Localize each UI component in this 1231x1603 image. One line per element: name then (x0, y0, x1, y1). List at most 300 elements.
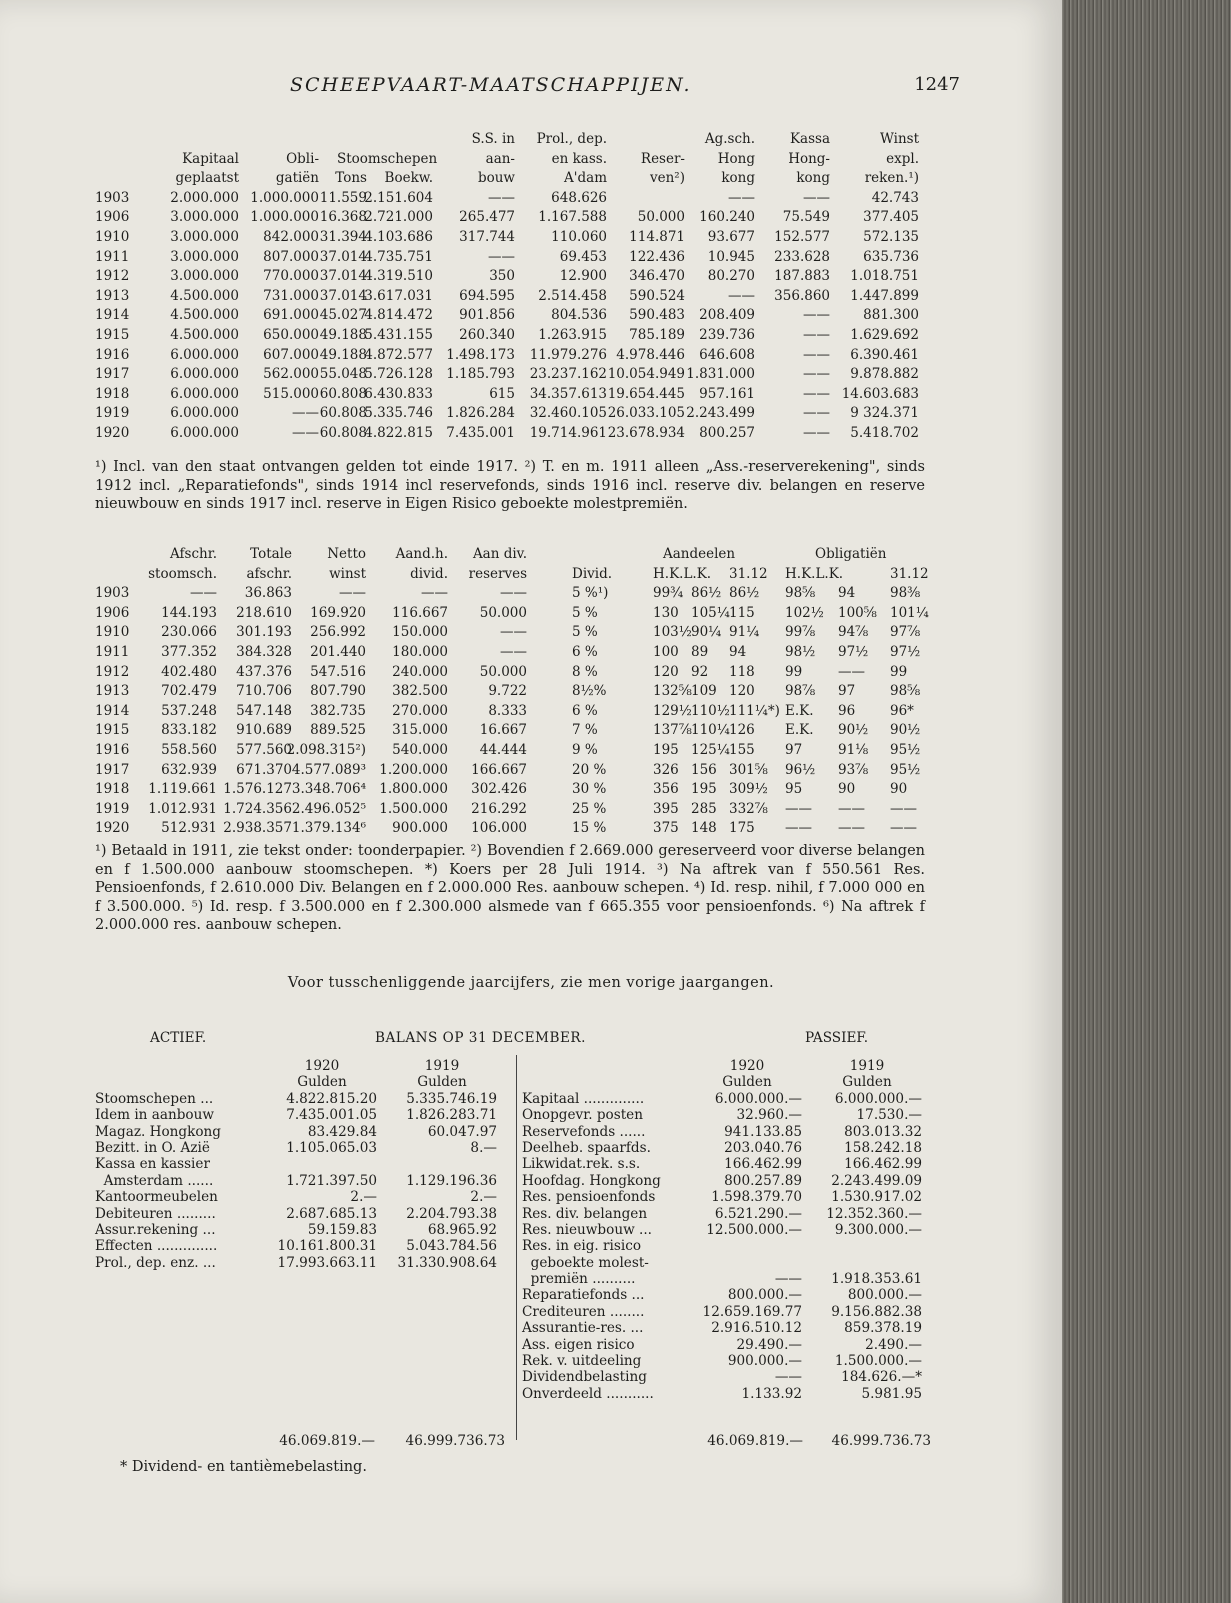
table1-cell: 842.000 (263, 228, 319, 245)
table2-cell: 100⅝ (838, 604, 877, 621)
table2-cell: 111¼*) (729, 702, 780, 719)
table2-cell: 137⅞ (653, 722, 692, 739)
passief-item-label: Hoofdag. Hongkong (522, 1172, 661, 1189)
passief-value-1920: 12.659.169.77 (702, 1303, 802, 1320)
actief-item-label: Magaz. Hongkong (95, 1123, 222, 1140)
table2-cell: 201.440 (310, 643, 366, 660)
table1-cell: 1919 (95, 405, 130, 422)
table2-cell: 129½ (653, 702, 692, 719)
table2-cell: 910.689 (236, 722, 292, 739)
table2-cell: 97⅞ (890, 624, 921, 641)
table1-row (95, 404, 925, 424)
table2-cell: 2.496.052⁵ (291, 800, 366, 817)
table1-cell: 1915 (95, 326, 130, 343)
table2-cell: 93⅞ (838, 761, 869, 778)
table2-cell: 86½ (691, 585, 722, 602)
passief-value-1919: 166.462.99 (844, 1156, 922, 1173)
table2-cell: 375 (653, 820, 679, 837)
table2-cell: 97 (785, 741, 803, 758)
table1-cell: 11.559 (319, 189, 367, 206)
table1-row (95, 208, 925, 228)
passief-row (522, 1189, 942, 1205)
table2-cell: Aandeelen (663, 546, 736, 562)
passief-row (522, 1386, 942, 1402)
table2-cell: 326 (653, 761, 679, 778)
passief-unit: Gulden (842, 1074, 892, 1091)
table2-cell: 1919 (95, 800, 130, 817)
table1-cell: 265.477 (459, 209, 515, 226)
table2-cell: —— (500, 643, 527, 660)
table1-cell: Kapitaal (182, 150, 239, 167)
table2-cell: 710.706 (236, 683, 292, 700)
actief-row (95, 1173, 510, 1189)
table2-cell: 437.376 (236, 663, 292, 680)
actief-row (95, 1124, 510, 1140)
table1-cell: 19.654.445 (607, 385, 685, 402)
table1-cell: 4.872.577 (364, 346, 433, 363)
balance-footnote: * Dividend- en tantièmebelasting. (120, 1459, 367, 1475)
actief-row (95, 1091, 510, 1107)
passief-value-1920: 32.960.— (736, 1107, 802, 1124)
table2-cell: 833.182 (161, 722, 217, 739)
table2-cell: 97½ (838, 643, 869, 660)
table1-cell: 694.595 (459, 287, 515, 304)
table1-cell: 6.000.000 (170, 366, 239, 383)
table2-cell: 105¼ (691, 604, 730, 621)
table1-cell: 7.435.001 (446, 424, 515, 441)
table1-cell: 317.744 (459, 228, 515, 245)
table1-hdr-2 (95, 169, 925, 189)
passief-item-label: Kapitaal .............. (522, 1090, 645, 1107)
table2-cell: stoomsch. (148, 565, 217, 582)
table2-cell: —— (500, 624, 527, 641)
table2-row (95, 682, 925, 702)
table2-cell: 6 % (572, 643, 598, 660)
actief-row (95, 1255, 510, 1271)
table1-cell: Ag.sch. (704, 131, 755, 147)
table1-cell: 6.000.000 (170, 385, 239, 402)
table2-cell: 1915 (95, 722, 130, 739)
table1-cell: 14.603.683 (841, 385, 919, 402)
passief-value-1920: 941.133.85 (724, 1123, 802, 1140)
table2-cell: 558.560 (161, 741, 217, 758)
table2-cell: 1917 (95, 761, 130, 778)
table2-cell: H.K.L.K. (653, 565, 712, 582)
table2-cell: 169.920 (310, 604, 366, 621)
table2-cell: 110¼ (691, 722, 730, 739)
table1-cell: 1.167.588 (538, 209, 607, 226)
table1-cell: Hong- (788, 150, 830, 167)
table1-cell: 590.483 (629, 307, 685, 324)
table1-cell: 37.014 (319, 248, 367, 265)
table1-cell: 4.500.000 (170, 326, 239, 343)
table1-cell: 615 (489, 385, 515, 402)
table1-cell: 4.103.686 (364, 228, 433, 245)
actief-item-label: Bezitt. in O. Azië (95, 1139, 210, 1156)
table1-cell: 60.808 (319, 424, 367, 441)
table1-cell: 346.470 (629, 268, 685, 285)
table2-cell: 671.370 (236, 761, 292, 778)
table1-cell: 11.979.276 (529, 346, 607, 363)
table2-cell: 180.000 (392, 643, 448, 660)
passief-item-label: Reservefonds ...... (522, 1123, 646, 1140)
table2-cell: 356 (653, 781, 679, 798)
table2-cell: 86½ (729, 585, 760, 602)
table1-cell: 2.243.499 (686, 405, 755, 422)
table2-cell: 120 (653, 663, 679, 680)
table2-cell: 1903 (95, 585, 130, 602)
table2-cell: 150.000 (392, 624, 448, 641)
table1-cell: 590.524 (629, 287, 685, 304)
table2-row (95, 623, 925, 643)
table1-cell: 1920 (95, 424, 130, 441)
table2-cell: 99 (785, 663, 803, 680)
table2-cell: 98⅜ (890, 585, 921, 602)
table1-cell: 5.726.128 (364, 366, 433, 383)
balance-title: BALANS OP 31 DECEMBER. (375, 1030, 586, 1046)
passief-row (522, 1238, 942, 1254)
passief-value-1919: 9.156.882.38 (831, 1303, 922, 1320)
table1-row (95, 189, 925, 209)
table2-cell: Afschr. (170, 546, 217, 562)
intermediate-years-note: Voor tusschenliggende jaarcijfers, zie men vorige jaargangen. (287, 975, 775, 991)
actief-row (95, 1238, 510, 1254)
passief-value-1920: 800.257.89 (724, 1172, 802, 1189)
table1-cell: reken.¹) (864, 170, 919, 187)
table2-cell: 31.12 (729, 565, 768, 582)
table2-cell: 96* (890, 702, 914, 719)
table2-cell: 50.000 (479, 604, 527, 621)
table1-cell: 60.808 (319, 385, 367, 402)
table2-cell: 125¼ (691, 741, 730, 758)
table2-cell: 807.790 (310, 683, 366, 700)
table2-cell: 1906 (95, 604, 130, 621)
table1-cell: —— (803, 366, 830, 383)
passief-row (522, 1124, 942, 1140)
table1-cell: 6.000.000 (170, 346, 239, 363)
table2-row (95, 584, 925, 604)
actief-value-1920: 83.429.84 (307, 1123, 377, 1140)
table2-cell: 1911 (95, 643, 130, 660)
passief-item-label: geboekte molest- (522, 1254, 649, 1271)
table2-cell: 96½ (785, 761, 816, 778)
table2-cell: 156 (691, 761, 717, 778)
table2-row (95, 663, 925, 683)
table1-row (95, 365, 925, 385)
table2-cell: 195 (653, 741, 679, 758)
table1-cell: 260.340 (459, 326, 515, 343)
table2-cell: divid. (410, 565, 448, 582)
table2-cell: H.K.L.K. (785, 565, 844, 582)
table1-cell: geplaatst (175, 170, 239, 187)
table1-cell: S.S. in (471, 131, 515, 147)
table2-cell: 395 (653, 800, 679, 817)
table1-cell: expl. (886, 150, 919, 167)
table2-cell: 8.333 (488, 702, 527, 719)
table2-cell: 1916 (95, 741, 130, 758)
table2-cell: 1.800.000 (379, 781, 448, 798)
table1-cell: 646.608 (699, 346, 755, 363)
table1-cell: gatiën (275, 170, 319, 187)
passief-value-1920: 800.000.— (727, 1287, 802, 1304)
table2-cell: —— (890, 820, 917, 837)
passief-value-1920: 2.916.510.12 (711, 1320, 802, 1337)
table1-cell: 648.626 (551, 189, 607, 206)
table2-cell: 99 (890, 663, 908, 680)
table2-cell: 94⅞ (838, 624, 869, 641)
table2-cell: 702.479 (161, 683, 217, 700)
table2-cell: 1.379.134⁶ (291, 820, 366, 837)
table1-cell: 515.000 (263, 385, 319, 402)
table2-cell: 132⅝ (653, 683, 692, 700)
table2-cell: 889.525 (310, 722, 366, 739)
table2-cell: 301⅝ (729, 761, 768, 778)
table1-row (95, 228, 925, 248)
table2-cell: 90 (838, 781, 856, 798)
table2-cell: 116.667 (392, 604, 448, 621)
table1-cell: 804.536 (551, 307, 607, 324)
table2-cell: 1914 (95, 702, 130, 719)
table2-cell: 95½ (890, 761, 921, 778)
table2-cell: 100 (653, 643, 679, 660)
table1-cell: 114.871 (629, 228, 685, 245)
table1-cell: 19.714.961 (529, 424, 607, 441)
actief-total-1919: 46.999.736.73 (405, 1433, 505, 1449)
table2-cell: 98⅞ (785, 683, 816, 700)
table1-cell: 122.436 (629, 248, 685, 265)
table1-cell: 6.390.461 (850, 346, 919, 363)
table1-cell: 691.000 (263, 307, 319, 324)
table1-cell: 5.431.155 (364, 326, 433, 343)
table1-cell: 650.000 (263, 326, 319, 343)
actief-value-1919: 5.335.746.19 (406, 1090, 497, 1107)
actief-value-1919: 60.047.97 (427, 1123, 497, 1140)
table1-cell: 572.135 (863, 228, 919, 245)
actief-item-label: Effecten .............. (95, 1238, 218, 1255)
table1-cell: 3.000.000 (170, 268, 239, 285)
actief-year: 1919 (424, 1058, 460, 1074)
table1-cell: 239.736 (699, 326, 755, 343)
table1-cell: 4.822.815 (364, 424, 433, 441)
table1-cell: 187.883 (774, 268, 830, 285)
book-page-edges (1062, 0, 1231, 1603)
table2-cell: 547.148 (236, 702, 292, 719)
table2-cell: 101¼ (890, 604, 929, 621)
table2-cell: E.K. (785, 702, 814, 719)
table2-cell: —— (838, 800, 865, 817)
table2-hdr-1 (95, 565, 929, 585)
table1-cell: 5.418.702 (850, 424, 919, 441)
table1-row (95, 248, 925, 268)
table1-cell: 4.319.510 (364, 268, 433, 285)
passief-row (522, 1369, 942, 1385)
table1-cell: kong (796, 170, 830, 187)
table1-cell: 731.000 (263, 287, 319, 304)
actief-value-1919: 5.043.784.56 (406, 1238, 497, 1255)
actief-label: ACTIEF. (150, 1030, 207, 1046)
table1-cell: 50.000 (637, 209, 685, 226)
table2-cell: 1.724.356 (223, 800, 292, 817)
table1-cell: —— (803, 189, 830, 206)
passief-value-1920: —— (774, 1369, 802, 1386)
table2-cell: 94 (838, 585, 856, 602)
actief-item-label: Assur.rekening ... (95, 1221, 216, 1238)
table1-cell: 1906 (95, 209, 130, 226)
table1-cell: —— (803, 326, 830, 343)
table1-cell: 1903 (95, 189, 130, 206)
actief-value-1920: 7.435.001.05 (286, 1107, 377, 1124)
table1-cell: 10.054.949 (607, 366, 685, 383)
page-title: SCHEEPVAART-MAATSCHAPPIJEN. (290, 74, 692, 96)
table2-cell: 89 (691, 643, 709, 660)
passief-value-1919: 1.530.917.02 (831, 1189, 922, 1206)
table2-cell: —— (190, 585, 217, 602)
passief-value-1919: 800.000.— (847, 1287, 922, 1304)
passief-value-1920: —— (774, 1271, 802, 1288)
table1-row (95, 306, 925, 326)
table1-cell: 69.453 (559, 248, 607, 265)
actief-row (95, 1222, 510, 1238)
table1-hdr-0 (95, 130, 925, 150)
table2-cell: 5 %¹) (572, 585, 609, 602)
passief-year: 1920 (729, 1058, 765, 1074)
table1-row (95, 267, 925, 287)
table2-cell: 106.000 (471, 820, 527, 837)
passief-item-label: Assurantie-res. ... (522, 1320, 644, 1337)
table1-cell: 4.978.446 (616, 346, 685, 363)
table2-cell: 218.610 (236, 604, 292, 621)
balance-totals (95, 1433, 931, 1449)
table2-cell: 148 (691, 820, 717, 837)
table1-cell: 4.814.472 (364, 307, 433, 324)
passief-row (522, 1255, 942, 1271)
table2-row (95, 604, 929, 624)
table1-cell: 4.735.751 (364, 248, 433, 265)
table1-cell: 1.629.692 (850, 326, 919, 343)
table2-cell: 332⅞ (729, 800, 768, 817)
table1-cell: 75.549 (782, 209, 830, 226)
table2-cell: reserves (468, 565, 527, 582)
table2-cell: 36.863 (244, 585, 292, 602)
table2-cell: 102½ (785, 604, 824, 621)
table1-cell: 1.018.751 (850, 268, 919, 285)
table1-cell: Reser- (640, 150, 685, 167)
table2-cell: 8 % (572, 663, 598, 680)
passief-value-1920: 6.521.290.— (714, 1205, 802, 1222)
table2-cell: 98½ (785, 643, 816, 660)
table2-cell: 1.119.661 (148, 781, 217, 798)
table1-cell: 26.033.105 (607, 405, 685, 422)
table1-cell: 49.188 (319, 326, 367, 343)
table1-cell: Obli- (286, 150, 319, 167)
passief-value-1920: 166.462.99 (724, 1156, 802, 1173)
table1-cell: ven²) (650, 170, 685, 187)
table2-cell: 31.12 (890, 565, 929, 582)
table1-cell: 2.000.000 (170, 189, 239, 206)
passief-value-1919: 158.242.18 (844, 1139, 922, 1156)
passief-item-label: Res. in eig. risico (522, 1238, 642, 1255)
table2-cell: Aan div. (472, 546, 527, 562)
table1-cell: 562.000 (263, 366, 319, 383)
table2-cell: 2.098.315²) (286, 741, 366, 758)
table2-cell: 96 (838, 702, 856, 719)
table2-row (95, 800, 925, 820)
table2-cell: 1912 (95, 663, 130, 680)
table2-cell: Obligatiën (815, 546, 887, 562)
passief-value-1919: 9.300.000.— (834, 1221, 922, 1238)
table2-cell: 110½ (691, 702, 730, 719)
table1-cell: —— (292, 405, 319, 422)
table2-cell: 256.992 (310, 624, 366, 641)
table2-cell: 166.667 (471, 761, 527, 778)
actief-value-1919: 68.965.92 (427, 1221, 497, 1238)
table2-cell: Netto (327, 546, 366, 562)
table1-cell: 350 (489, 268, 515, 285)
table2-cell: —— (421, 585, 448, 602)
table2-hdr-0 (95, 545, 925, 565)
table1-footnotes (95, 458, 925, 514)
table2-cell: 216.292 (471, 800, 527, 817)
table1-cell: Prol., dep. (536, 131, 607, 147)
table1-row (95, 287, 925, 307)
table1-cell: Hong (717, 150, 755, 167)
table1-cell: 110.060 (551, 228, 607, 245)
table1-cell: 10.945 (707, 248, 755, 265)
table1-cell: 635.736 (863, 248, 919, 265)
table1-cell: Tons (335, 170, 367, 187)
table2-cell: 382.500 (392, 683, 448, 700)
table2-cell: 94 (729, 643, 747, 660)
table2-row (95, 819, 925, 839)
passief-row (522, 1222, 942, 1238)
passief-value-1919: 6.000.000.— (834, 1090, 922, 1107)
table2-cell: —— (785, 820, 812, 837)
table1-cell: 3.000.000 (170, 209, 239, 226)
table1-cell: 6.000.000 (170, 405, 239, 422)
passief-value-1919: 5.981.95 (861, 1385, 922, 1402)
passief-row (522, 1304, 942, 1320)
actief-value-1920: 1.105.065.03 (286, 1139, 377, 1156)
table2-cell: 30 % (572, 781, 607, 798)
passief-row (522, 1173, 942, 1189)
table1-cell: 42.743 (871, 189, 919, 206)
table2-cell: Totale (250, 546, 292, 562)
actief-value-1920: 59.159.83 (307, 1221, 377, 1238)
table2-cell: 577.560 (236, 741, 292, 758)
table2-cell: 2.938.357 (223, 820, 292, 837)
table2-cell: —— (785, 800, 812, 817)
table2-row (95, 702, 925, 722)
table1-cell: 1913 (95, 287, 130, 304)
table2-cell: 95½ (890, 741, 921, 758)
table1-cell: bouw (477, 170, 515, 187)
passief-item-label: Rek. v. uitdeeling (522, 1353, 642, 1370)
table2-cell: 91⅛ (838, 741, 869, 758)
table1-cell: —— (803, 346, 830, 363)
table1-cell: 37.014 (319, 268, 367, 285)
table2-cell: 1.012.931 (148, 800, 217, 817)
actief-row (95, 1107, 510, 1123)
passief-item-label: Ass. eigen risico (522, 1336, 635, 1353)
passief-row (522, 1337, 942, 1353)
table1-cell: —— (728, 287, 755, 304)
table2-cell: 547.516 (310, 663, 366, 680)
table2-cell: 230.066 (161, 624, 217, 641)
actief-value-1919: 2.204.793.38 (406, 1205, 497, 1222)
balance-heading (95, 1030, 925, 1048)
passief-value-1920: 203.040.76 (724, 1139, 802, 1156)
actief-value-1920: 17.993.663.11 (277, 1254, 377, 1271)
